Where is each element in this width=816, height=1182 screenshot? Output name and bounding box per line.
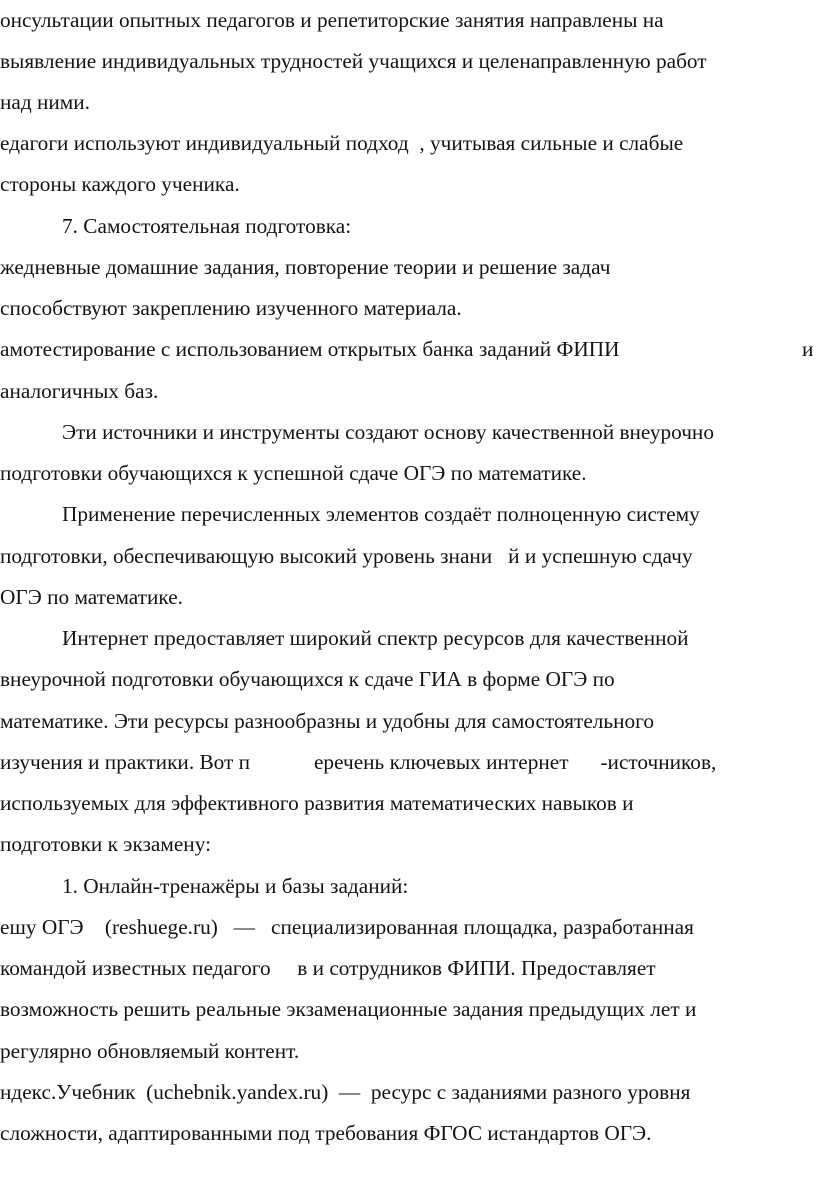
text-line-9: амотестирование с использованием открытых банка заданий ФИПИ <box>0 337 620 361</box>
text-line-14: подготовки, обеспечивающую высокий уровень знани й и успешную сдачу <box>0 544 693 568</box>
text-line-2: выявление индивидуальных трудностей учащихся и целенаправленную работ <box>0 49 707 73</box>
text-line-27: ндекс.Учебник (uchebnik.yandex.ru) — ресурс с заданиями разного уровня <box>0 1080 691 1104</box>
text-line-21: подготовки к экзамену: <box>0 832 211 856</box>
text-line-3: над ними. <box>0 90 91 114</box>
text-line-20: используемых для эффективного развития математических навыков и <box>0 791 634 815</box>
text-line-19: изучения и практики. Вот п еречень ключевых интернет -источников, <box>0 750 717 774</box>
text-line-10: аналогичных баз. <box>0 379 159 403</box>
text-line-4: едагоги используют индивидуальный подход , учитывая сильные и слабые <box>0 131 684 155</box>
text-line-1: онсультации опытных педагогов и репетиторские занятия направлены на <box>0 8 664 32</box>
text-line-26: регулярно обновляемый контент. <box>0 1039 300 1063</box>
text-line-7: жедневные домашние задания, повторение теории и решение задач <box>0 255 611 279</box>
section-heading-7: 7. Самостоятельная подготовка: <box>62 214 352 238</box>
text-line-23: ешу ОГЭ (reshuege.ru) — специализированная площадка, разработанная <box>0 915 694 939</box>
text-line-15: ОГЭ по математике. <box>0 585 183 609</box>
section-heading-1: 1. Онлайн-тренажёры и базы заданий: <box>62 874 409 898</box>
text-line-18: математике. Эти ресурсы разнообразны и удобны для самостоятельного <box>0 709 655 733</box>
text-line-5: стороны каждого ученика. <box>0 172 240 196</box>
text-line-24: командой известных педагого в и сотрудников ФИПИ. Предоставляет <box>0 956 656 980</box>
text-line-28: сложности, адаптированными под требования ФГОС истандартов ОГЭ. <box>0 1121 652 1145</box>
text-line-8: способствуют закреплению изученного материала. <box>0 296 462 320</box>
text-line-25: возможность решить реальные экзаменационные задания предыдущих лет и <box>0 997 697 1021</box>
paragraph-start-2: Применение перечисленных элементов создаёт полноценную систему <box>62 502 700 526</box>
text-line-17: внеурочной подготовки обучающихся к сдаче ГИА в форме ОГЭ по <box>0 667 615 691</box>
text-line-12: подготовки обучающихся к успешной сдаче ОГЭ по математике. <box>0 461 587 485</box>
text-line-9-tail: и <box>802 337 814 361</box>
paragraph-start-3: Интернет предоставляет широкий спектр ресурсов для качественной <box>62 626 689 650</box>
paragraph-start-1: Эти источники и инструменты создают основу качественной внеурочно <box>62 420 714 444</box>
